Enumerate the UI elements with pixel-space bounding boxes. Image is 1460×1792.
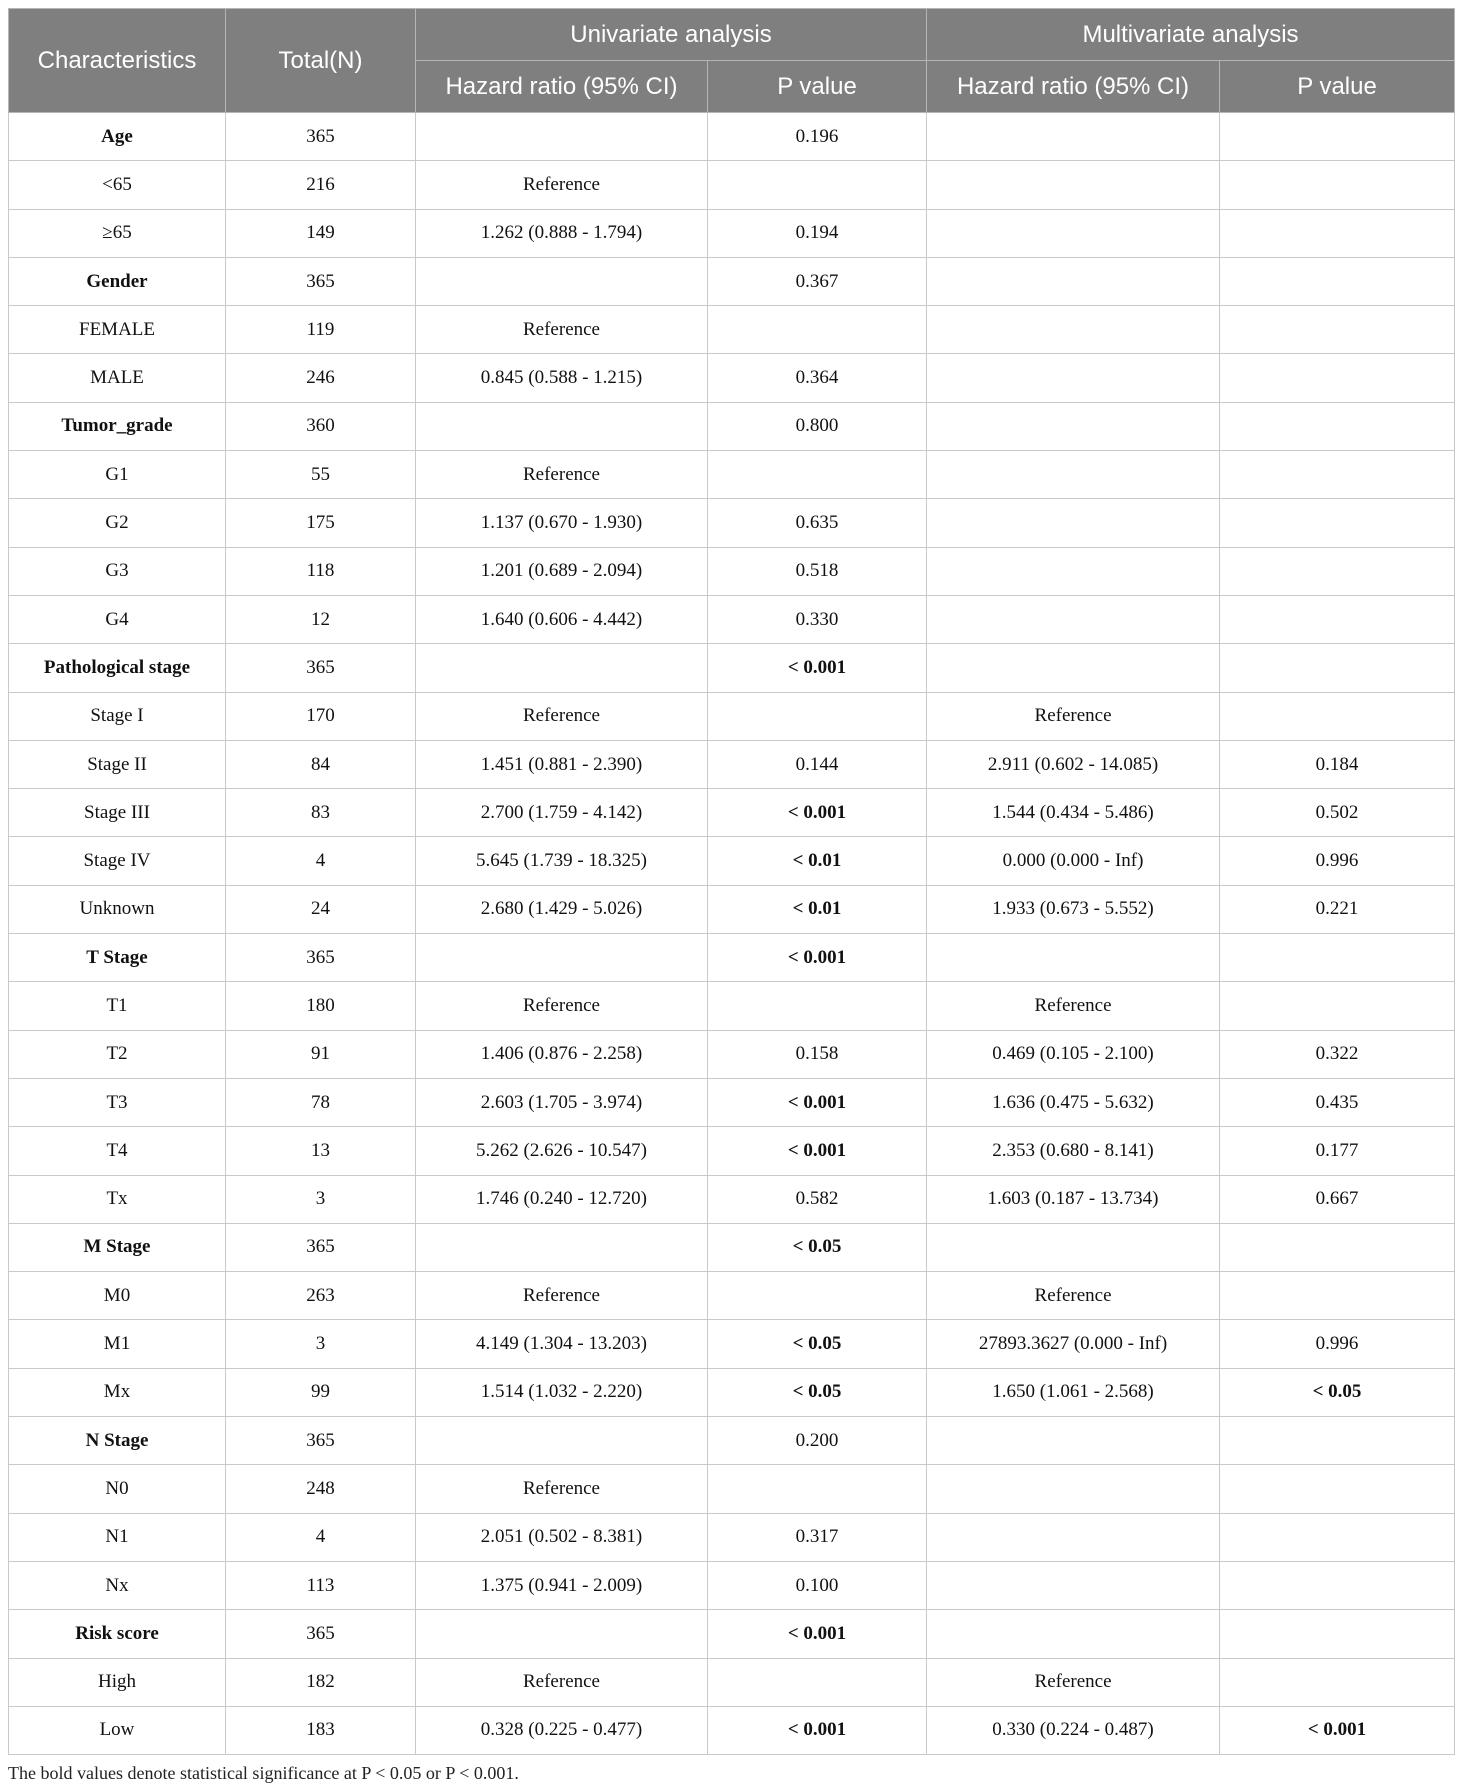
table-row [9, 692, 1455, 740]
cell-hr-multivariate [927, 1610, 1220, 1658]
cell-characteristic: FEMALE [9, 306, 226, 354]
cell-p-multivariate: < 0.05 [1220, 1368, 1455, 1416]
cell-characteristic: Nx [9, 1561, 226, 1609]
cell-hr-multivariate [927, 306, 1220, 354]
header-p-multivariate: P value [1220, 61, 1455, 113]
table-row [9, 451, 1455, 499]
cell-p-multivariate: 0.221 [1220, 885, 1455, 933]
cell-total: 118 [226, 547, 416, 595]
cell-p-univariate [708, 1465, 927, 1513]
table-group-row [9, 1610, 1455, 1658]
cell-total: 83 [226, 789, 416, 837]
cell-hr-univariate: Reference [416, 982, 708, 1030]
cell-characteristic: Age [9, 113, 226, 161]
table-row [9, 982, 1455, 1030]
cell-hr-multivariate [927, 595, 1220, 643]
cell-characteristic: Unknown [9, 885, 226, 933]
cell-total: 365 [226, 1417, 416, 1465]
cell-characteristic: T Stage [9, 934, 226, 982]
cell-characteristic: T4 [9, 1127, 226, 1175]
cell-total: 4 [226, 837, 416, 885]
cell-characteristic: G4 [9, 595, 226, 643]
cell-p-univariate: < 0.05 [708, 1223, 927, 1271]
cell-total: 24 [226, 885, 416, 933]
cell-characteristic: MALE [9, 354, 226, 402]
cell-p-multivariate [1220, 692, 1455, 740]
cell-hr-univariate: Reference [416, 1658, 708, 1706]
cell-hr-multivariate [927, 499, 1220, 547]
cell-hr-multivariate [927, 1513, 1220, 1561]
cell-hr-univariate [416, 934, 708, 982]
cell-p-univariate: < 0.01 [708, 885, 927, 933]
table-row [9, 837, 1455, 885]
cell-characteristic: T3 [9, 1078, 226, 1126]
cell-hr-univariate [416, 1417, 708, 1465]
cell-p-multivariate: < 0.001 [1220, 1706, 1455, 1754]
cell-characteristic: M1 [9, 1320, 226, 1368]
table-row [9, 1465, 1455, 1513]
cell-total: 113 [226, 1561, 416, 1609]
cell-p-univariate: < 0.001 [708, 1706, 927, 1754]
cell-p-univariate [708, 161, 927, 209]
cell-hr-multivariate [927, 402, 1220, 450]
cell-hr-multivariate: 0.000 (0.000 - Inf) [927, 837, 1220, 885]
header-multivariate: Multivariate analysis [927, 9, 1455, 61]
cell-characteristic: ≥65 [9, 209, 226, 257]
cell-p-multivariate: 0.996 [1220, 837, 1455, 885]
table-row [9, 1513, 1455, 1561]
header-total: Total(N) [226, 9, 416, 113]
cell-characteristic: Gender [9, 257, 226, 305]
cell-total: 3 [226, 1320, 416, 1368]
cell-p-multivariate: 0.435 [1220, 1078, 1455, 1126]
cell-total: 216 [226, 161, 416, 209]
cell-total: 78 [226, 1078, 416, 1126]
table-row [9, 547, 1455, 595]
cell-hr-multivariate: 1.603 (0.187 - 13.734) [927, 1175, 1220, 1223]
cell-p-univariate: < 0.05 [708, 1320, 927, 1368]
cell-hr-multivariate: 2.911 (0.602 - 14.085) [927, 740, 1220, 788]
cell-p-univariate [708, 1658, 927, 1706]
cell-hr-multivariate: 1.933 (0.673 - 5.552) [927, 885, 1220, 933]
cell-hr-multivariate [927, 113, 1220, 161]
cell-p-multivariate: 0.322 [1220, 1030, 1455, 1078]
cell-hr-univariate: Reference [416, 1465, 708, 1513]
cell-p-univariate: 0.800 [708, 402, 927, 450]
cell-total: 4 [226, 1513, 416, 1561]
cell-characteristic: G2 [9, 499, 226, 547]
cell-p-univariate: 0.317 [708, 1513, 927, 1561]
table-row [9, 740, 1455, 788]
cell-total: 365 [226, 1610, 416, 1658]
cell-characteristic: T2 [9, 1030, 226, 1078]
cell-hr-univariate: 2.680 (1.429 - 5.026) [416, 885, 708, 933]
cell-p-univariate: < 0.001 [708, 1078, 927, 1126]
cell-p-univariate: < 0.01 [708, 837, 927, 885]
cell-total: 180 [226, 982, 416, 1030]
cell-p-multivariate [1220, 499, 1455, 547]
cell-hr-univariate: 5.262 (2.626 - 10.547) [416, 1127, 708, 1175]
cell-hr-univariate: 1.514 (1.032 - 2.220) [416, 1368, 708, 1416]
cell-hr-multivariate: Reference [927, 982, 1220, 1030]
table-group-row [9, 1223, 1455, 1271]
cell-hr-univariate: 1.262 (0.888 - 1.794) [416, 209, 708, 257]
cell-total: 84 [226, 740, 416, 788]
table-row [9, 1030, 1455, 1078]
header-p-univariate: P value [708, 61, 927, 113]
cell-p-univariate: 0.158 [708, 1030, 927, 1078]
cell-p-univariate: < 0.001 [708, 789, 927, 837]
cell-hr-multivariate: Reference [927, 692, 1220, 740]
cell-hr-univariate: Reference [416, 1272, 708, 1320]
cell-total: 246 [226, 354, 416, 402]
table-row [9, 161, 1455, 209]
cell-total: 13 [226, 1127, 416, 1175]
cell-characteristic: Stage III [9, 789, 226, 837]
cell-hr-multivariate: 0.469 (0.105 - 2.100) [927, 1030, 1220, 1078]
cell-p-multivariate: 0.996 [1220, 1320, 1455, 1368]
cell-total: 170 [226, 692, 416, 740]
cell-total: 365 [226, 257, 416, 305]
cell-hr-multivariate [927, 1465, 1220, 1513]
cell-p-multivariate [1220, 982, 1455, 1030]
cell-total: 99 [226, 1368, 416, 1416]
cell-hr-univariate: Reference [416, 161, 708, 209]
cell-hr-univariate: Reference [416, 306, 708, 354]
table-row [9, 1175, 1455, 1223]
cell-p-univariate: 0.367 [708, 257, 927, 305]
table-row [9, 209, 1455, 257]
table-row [9, 1561, 1455, 1609]
cell-characteristic: Low [9, 1706, 226, 1754]
footnote: The bold values denote statistical significance at P < 0.05 or P < 0.001. [8, 1763, 519, 1783]
cell-total: 263 [226, 1272, 416, 1320]
table-header [9, 9, 1455, 113]
cox-regression-table-container [8, 8, 1454, 1755]
cell-characteristic: M0 [9, 1272, 226, 1320]
cell-p-multivariate [1220, 306, 1455, 354]
cell-hr-univariate: 2.603 (1.705 - 3.974) [416, 1078, 708, 1126]
cell-hr-univariate: 1.375 (0.941 - 2.009) [416, 1561, 708, 1609]
cell-characteristic: Risk score [9, 1610, 226, 1658]
cell-hr-multivariate: Reference [927, 1272, 1220, 1320]
table-group-row [9, 644, 1455, 692]
cell-hr-univariate: 0.845 (0.588 - 1.215) [416, 354, 708, 402]
cell-total: 55 [226, 451, 416, 499]
cell-p-multivariate [1220, 1610, 1455, 1658]
cell-hr-univariate: 2.051 (0.502 - 8.381) [416, 1513, 708, 1561]
cell-characteristic: N0 [9, 1465, 226, 1513]
cell-hr-multivariate: 1.544 (0.434 - 5.486) [927, 789, 1220, 837]
cell-hr-multivariate [927, 934, 1220, 982]
cox-regression-table [8, 8, 1455, 1755]
cell-p-multivariate: 0.667 [1220, 1175, 1455, 1223]
cell-total: 248 [226, 1465, 416, 1513]
cell-hr-univariate: 1.746 (0.240 - 12.720) [416, 1175, 708, 1223]
cell-p-univariate: < 0.001 [708, 1610, 927, 1658]
cell-p-univariate: < 0.001 [708, 1127, 927, 1175]
cell-hr-univariate: Reference [416, 451, 708, 499]
cell-p-multivariate [1220, 1272, 1455, 1320]
cell-hr-univariate [416, 113, 708, 161]
cell-p-multivariate [1220, 1223, 1455, 1271]
cell-hr-univariate: 1.137 (0.670 - 1.930) [416, 499, 708, 547]
cell-characteristic: N1 [9, 1513, 226, 1561]
cell-total: 365 [226, 113, 416, 161]
cell-total: 91 [226, 1030, 416, 1078]
cell-hr-multivariate: 2.353 (0.680 - 8.141) [927, 1127, 1220, 1175]
cell-hr-univariate: 0.328 (0.225 - 0.477) [416, 1706, 708, 1754]
cell-p-univariate [708, 451, 927, 499]
cell-hr-univariate [416, 402, 708, 450]
cell-p-multivariate [1220, 209, 1455, 257]
table-group-row [9, 1417, 1455, 1465]
cell-p-multivariate [1220, 402, 1455, 450]
cell-total: 175 [226, 499, 416, 547]
cell-hr-univariate [416, 1610, 708, 1658]
table-row [9, 885, 1455, 933]
cell-p-multivariate [1220, 547, 1455, 595]
cell-characteristic: M Stage [9, 1223, 226, 1271]
header-characteristics: Characteristics [9, 9, 226, 113]
table-row [9, 789, 1455, 837]
cell-hr-multivariate: 27893.3627 (0.000 - Inf) [927, 1320, 1220, 1368]
cell-p-multivariate: 0.502 [1220, 789, 1455, 837]
cell-characteristic: Stage I [9, 692, 226, 740]
cell-characteristic: G1 [9, 451, 226, 499]
cell-characteristic: <65 [9, 161, 226, 209]
cell-hr-univariate: 1.640 (0.606 - 4.442) [416, 595, 708, 643]
cell-p-multivariate [1220, 644, 1455, 692]
header-hr-multivariate: Hazard ratio (95% CI) [927, 61, 1220, 113]
cell-hr-univariate: 5.645 (1.739 - 18.325) [416, 837, 708, 885]
cell-hr-univariate: 4.149 (1.304 - 13.203) [416, 1320, 708, 1368]
cell-hr-univariate [416, 257, 708, 305]
table-group-row [9, 402, 1455, 450]
cell-p-univariate: 0.582 [708, 1175, 927, 1223]
cell-hr-multivariate: 1.650 (1.061 - 2.568) [927, 1368, 1220, 1416]
cell-hr-multivariate [927, 644, 1220, 692]
cell-characteristic: Stage II [9, 740, 226, 788]
table-row [9, 1272, 1455, 1320]
cell-p-multivariate [1220, 934, 1455, 982]
cell-total: 119 [226, 306, 416, 354]
cell-characteristic: N Stage [9, 1417, 226, 1465]
table-row [9, 499, 1455, 547]
cell-hr-multivariate [927, 209, 1220, 257]
cell-p-univariate: 0.635 [708, 499, 927, 547]
table-row [9, 1368, 1455, 1416]
cell-p-univariate: < 0.001 [708, 934, 927, 982]
cell-total: 12 [226, 595, 416, 643]
cell-p-univariate [708, 692, 927, 740]
cell-p-multivariate: 0.177 [1220, 1127, 1455, 1175]
cell-p-univariate: < 0.001 [708, 644, 927, 692]
cell-p-multivariate [1220, 161, 1455, 209]
cell-hr-univariate: Reference [416, 692, 708, 740]
cell-hr-multivariate [927, 1223, 1220, 1271]
table-group-row [9, 113, 1455, 161]
cell-hr-univariate [416, 1223, 708, 1271]
cell-hr-univariate: 1.201 (0.689 - 2.094) [416, 547, 708, 595]
cell-p-univariate: < 0.05 [708, 1368, 927, 1416]
cell-characteristic: Tumor_grade [9, 402, 226, 450]
cell-hr-multivariate [927, 1561, 1220, 1609]
table-row [9, 354, 1455, 402]
cell-p-univariate [708, 1272, 927, 1320]
cell-characteristic: T1 [9, 982, 226, 1030]
cell-total: 149 [226, 209, 416, 257]
cell-p-univariate: 0.364 [708, 354, 927, 402]
cell-p-univariate: 0.196 [708, 113, 927, 161]
cell-p-multivariate [1220, 595, 1455, 643]
cell-p-multivariate [1220, 257, 1455, 305]
cell-p-univariate: 0.100 [708, 1561, 927, 1609]
table-row [9, 306, 1455, 354]
cell-hr-multivariate: 1.636 (0.475 - 5.632) [927, 1078, 1220, 1126]
cell-p-multivariate [1220, 1658, 1455, 1706]
cell-hr-univariate: 1.406 (0.876 - 2.258) [416, 1030, 708, 1078]
cell-hr-multivariate [927, 354, 1220, 402]
cell-total: 365 [226, 934, 416, 982]
table-row [9, 1320, 1455, 1368]
cell-characteristic: G3 [9, 547, 226, 595]
cell-p-univariate: 0.200 [708, 1417, 927, 1465]
cell-characteristic: Tx [9, 1175, 226, 1223]
cell-total: 365 [226, 644, 416, 692]
cell-characteristic: Pathological stage [9, 644, 226, 692]
cell-hr-univariate: 2.700 (1.759 - 4.142) [416, 789, 708, 837]
table-row [9, 1658, 1455, 1706]
cell-p-multivariate [1220, 1561, 1455, 1609]
table-row [9, 1078, 1455, 1126]
header-hr-univariate: Hazard ratio (95% CI) [416, 61, 708, 113]
cell-p-multivariate [1220, 1513, 1455, 1561]
table-group-row [9, 934, 1455, 982]
cell-hr-multivariate: 0.330 (0.224 - 0.487) [927, 1706, 1220, 1754]
cell-p-univariate: 0.518 [708, 547, 927, 595]
header-univariate: Univariate analysis [416, 9, 927, 61]
cell-total: 3 [226, 1175, 416, 1223]
table-row [9, 595, 1455, 643]
cell-hr-multivariate [927, 1417, 1220, 1465]
cell-total: 182 [226, 1658, 416, 1706]
cell-p-multivariate: 0.184 [1220, 740, 1455, 788]
cell-hr-multivariate [927, 451, 1220, 499]
cell-characteristic: High [9, 1658, 226, 1706]
cell-hr-multivariate: Reference [927, 1658, 1220, 1706]
cell-characteristic: Mx [9, 1368, 226, 1416]
table-body [9, 113, 1455, 1755]
cell-p-multivariate [1220, 1465, 1455, 1513]
cell-hr-univariate: 1.451 (0.881 - 2.390) [416, 740, 708, 788]
cell-p-multivariate [1220, 113, 1455, 161]
table-group-row [9, 257, 1455, 305]
cell-total: 365 [226, 1223, 416, 1271]
cell-p-univariate [708, 306, 927, 354]
cell-p-univariate: 0.144 [708, 740, 927, 788]
cell-total: 183 [226, 1706, 416, 1754]
cell-p-multivariate [1220, 1417, 1455, 1465]
cell-hr-multivariate [927, 547, 1220, 595]
table-row [9, 1127, 1455, 1175]
cell-hr-multivariate [927, 257, 1220, 305]
cell-p-univariate: 0.194 [708, 209, 927, 257]
cell-characteristic: Stage IV [9, 837, 226, 885]
cell-p-multivariate [1220, 451, 1455, 499]
cell-p-univariate [708, 982, 927, 1030]
table-row [9, 1706, 1455, 1754]
cell-p-univariate: 0.330 [708, 595, 927, 643]
cell-hr-univariate [416, 644, 708, 692]
cell-total: 360 [226, 402, 416, 450]
cell-hr-multivariate [927, 161, 1220, 209]
cell-p-multivariate [1220, 354, 1455, 402]
